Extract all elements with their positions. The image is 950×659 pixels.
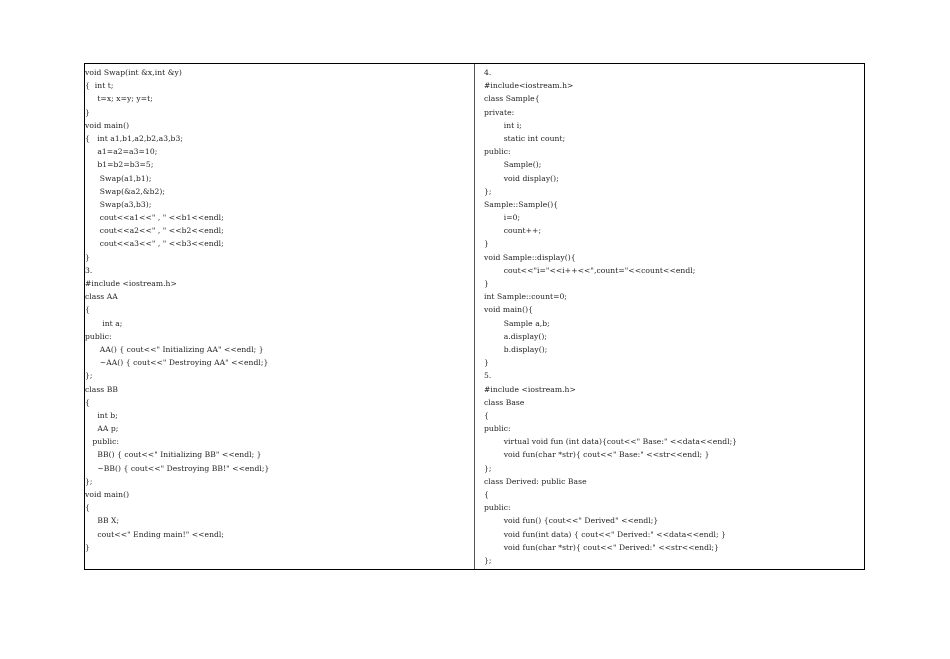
right-code-block bbox=[484, 66, 737, 567]
code-line: Swap(a1,b1); bbox=[85, 173, 152, 183]
code-line: a1=a2=a3=10; bbox=[85, 147, 158, 157]
code-line: cout<<a1<<" , " <<b1<<endl; bbox=[85, 213, 224, 223]
code-line: b.display(); bbox=[484, 344, 548, 354]
code-line: public: bbox=[85, 331, 112, 341]
code-line: { bbox=[85, 305, 90, 315]
right-code-column bbox=[475, 64, 864, 569]
code-line: int i; bbox=[484, 120, 522, 130]
code-line: class AA bbox=[85, 292, 118, 302]
code-line: Sample::Sample(){ bbox=[484, 199, 559, 209]
code-line: }; bbox=[85, 476, 93, 486]
code-line: int a; bbox=[85, 318, 123, 328]
code-line: Swap(&a2,&b2); bbox=[85, 186, 166, 196]
code-line: cout<<a2<<" , " <<b2<<endl; bbox=[85, 226, 224, 236]
code-line: } bbox=[85, 107, 90, 117]
code-line: int Sample::count=0; bbox=[484, 292, 568, 302]
code-line: static int count; bbox=[484, 133, 566, 143]
code-line: } bbox=[85, 252, 90, 262]
code-line: virtual void fun (int data){cout<<" Base:" <<data<<endl;} bbox=[484, 437, 738, 447]
code-line: { bbox=[85, 397, 90, 407]
code-line: void main() bbox=[85, 120, 130, 130]
code-line: class Derived: public Base bbox=[484, 476, 587, 486]
code-line: void main(){ bbox=[484, 305, 533, 315]
code-line: }; bbox=[484, 555, 492, 565]
code-line: 4. bbox=[484, 68, 492, 77]
left-code-column bbox=[85, 64, 475, 569]
code-line: public: bbox=[484, 503, 511, 513]
code-line: void Swap(int &x,int &y) bbox=[85, 68, 182, 77]
code-line: public: bbox=[85, 437, 120, 447]
code-line: count++; bbox=[484, 226, 542, 236]
code-line: void fun(char *str){ cout<<" Derived:" <<str<<endl;} bbox=[484, 542, 719, 552]
code-line: #include<iostream.h> bbox=[484, 81, 574, 91]
code-line: BB X; bbox=[85, 516, 120, 526]
code-line: a.display(); bbox=[484, 331, 548, 341]
code-line: int b; bbox=[85, 410, 118, 420]
code-line: private: bbox=[484, 107, 515, 117]
code-line: { int t; bbox=[85, 81, 114, 91]
code-line: }; bbox=[85, 371, 93, 381]
code-line: void Sample::display(){ bbox=[484, 252, 576, 262]
code-line: cout<<" Ending main!" <<endl; bbox=[85, 529, 225, 539]
code-line: void fun() {cout<<" Derived" <<endl;} bbox=[484, 516, 659, 526]
code-line: { bbox=[85, 503, 90, 513]
code-line: public: bbox=[484, 424, 511, 434]
code-line: void main() bbox=[85, 490, 130, 499]
code-line: }; bbox=[484, 463, 492, 473]
code-line: cout<<"i="<<i++<<",count="<<count<<endl; bbox=[484, 265, 696, 275]
code-line: void fun(int data) { cout<<" Derived:" <<data<<endl; } bbox=[484, 529, 726, 539]
code-line: 5. bbox=[484, 371, 492, 381]
code-line: #include <iostream.h> bbox=[85, 279, 177, 288]
code-line: AA p; bbox=[85, 424, 119, 434]
code-line: ~AA() { cout<<" Destroying AA" <<endl;} bbox=[85, 358, 269, 368]
code-line: { bbox=[484, 410, 489, 420]
code-line: public: bbox=[484, 147, 511, 157]
code-line: Sample(); bbox=[484, 160, 542, 170]
code-line: { bbox=[484, 490, 489, 499]
code-line: 3. bbox=[85, 265, 93, 275]
code-line: Sample a,b; bbox=[484, 318, 550, 328]
code-line: ~BB() { cout<<" Destroying BB!" <<endl;} bbox=[85, 463, 270, 473]
code-line: } bbox=[484, 358, 489, 368]
left-code-block bbox=[85, 66, 269, 554]
code-line: class BB bbox=[85, 384, 118, 394]
code-line: } bbox=[484, 279, 489, 288]
code-line: }; bbox=[484, 186, 492, 196]
code-line: b1=b2=b3=5; bbox=[85, 160, 154, 170]
code-line: BB() { cout<<" Initializing BB" <<endl; } bbox=[85, 450, 262, 460]
code-line: void fun(char *str){ cout<<" Base:" <<str<<endl; } bbox=[484, 450, 710, 460]
code-line: void display(); bbox=[484, 173, 559, 183]
code-line: cout<<a3<<" , " <<b3<<endl; bbox=[85, 239, 224, 249]
code-line: class Sample{ bbox=[484, 94, 540, 104]
code-line: i=0; bbox=[484, 213, 521, 223]
code-line: class Base bbox=[484, 397, 525, 407]
code-line: Swap(a3,b3); bbox=[85, 199, 152, 209]
document-page bbox=[84, 63, 865, 570]
code-line: { int a1,b1,a2,b2,a3,b3; bbox=[85, 133, 183, 143]
code-line: t=x; x=y; y=t; bbox=[85, 94, 153, 104]
code-line: #include <iostream.h> bbox=[484, 384, 576, 394]
code-line: } bbox=[484, 239, 489, 249]
code-line: } bbox=[85, 542, 90, 552]
code-line: AA() { cout<<" Initializing AA" <<endl; } bbox=[85, 344, 264, 354]
